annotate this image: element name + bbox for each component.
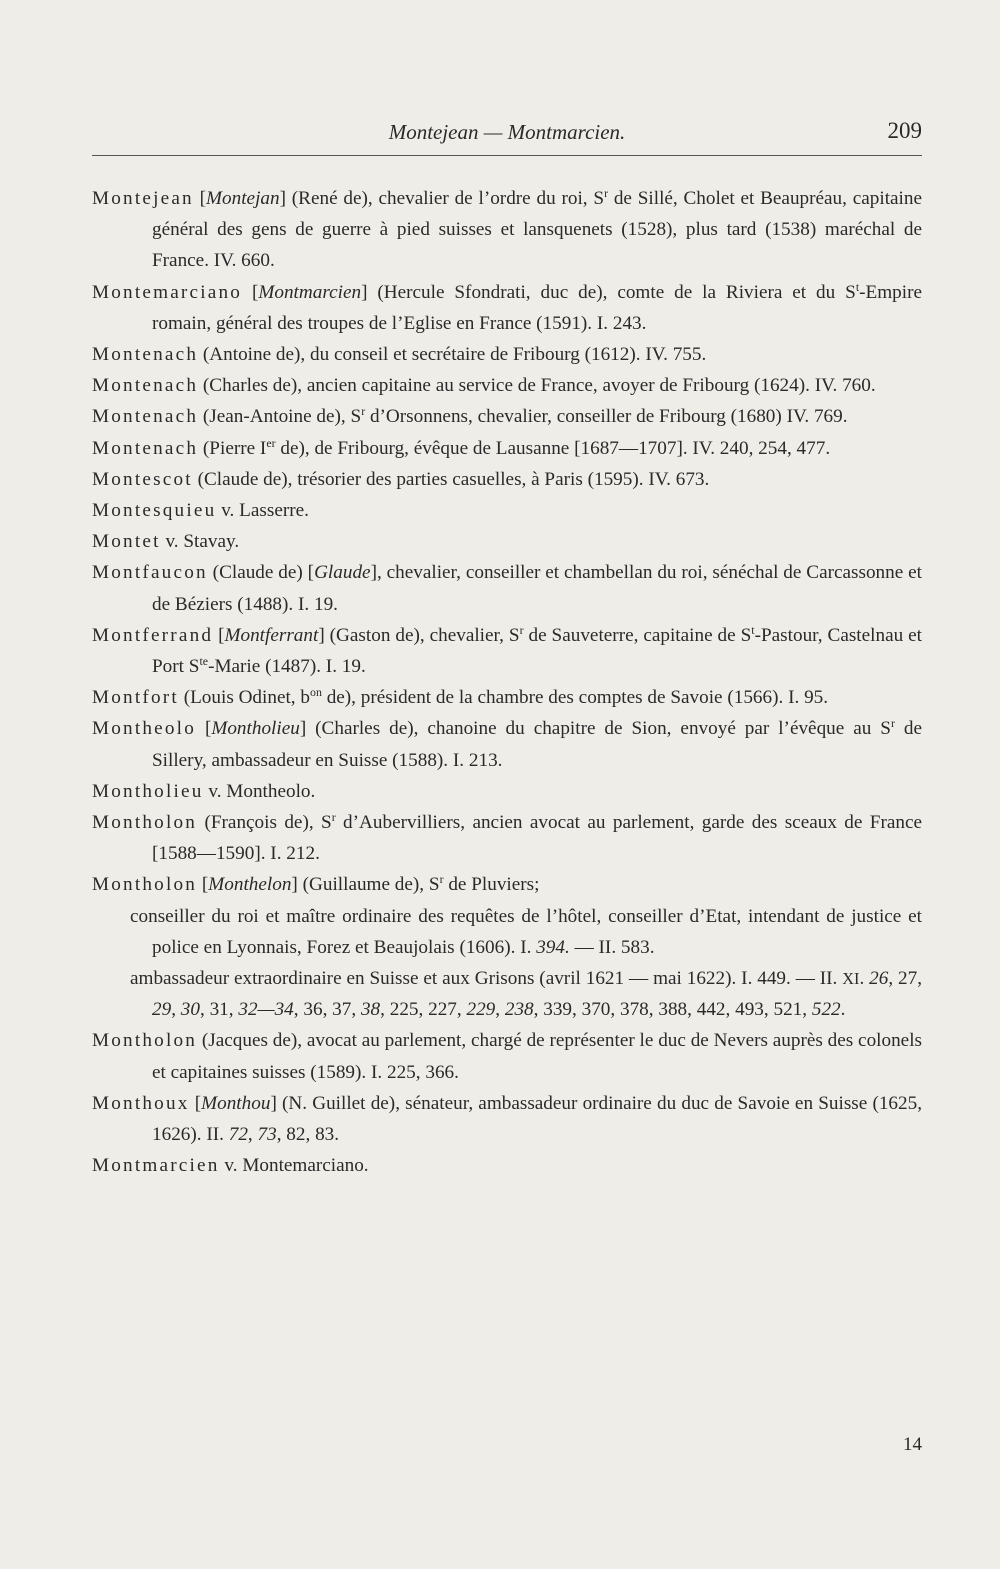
index-subentry: ambassadeur extraordinaire en Suisse et aux Grisons (avril 1621 — mai 1622). I. 449. — II. XI. 26, 27, 29, 30, 31, 32—34, 36, 37, 38, 225, 227, 229, 238, 339, 370, 378, 388, 442, 493, 521, 522. <box>130 968 923 1021</box>
index-entry: Montholon (Jacques de), avocat au parlement, chargé de représenter le duc de Nevers auprès des colonels et capitaines suisses (1589). I. 225, 366. <box>92 1030 922 1083</box>
index-entry: Monthoux [Monthou] (N. Guillet de), sénateur, ambassadeur ordinaire du duc de Savoie en Suisse (1625, 1626). II. 72, 73, 82, 83. <box>92 1092 923 1146</box>
index-entry: Montesquieu v. Lasserre. <box>92 500 309 522</box>
index-entry: Montenach (Charles de), ancien capitaine au service de France, avoyer de Fribourg (1624). IV. 760. <box>92 375 876 397</box>
index-entry: Montet v. Stavay. <box>92 531 240 553</box>
index-entry: Montholon [Monthelon] (Guillaume de), $S^r$ de Pluviers; <box>92 872 540 896</box>
signature-mark: 14 <box>903 1434 922 1455</box>
index-entry: Montholieu v. Montheolo. <box>92 780 316 802</box>
index-entries <box>92 183 922 1182</box>
index-entry: Montemarciano [Montmarcien] (Hercule Sfondrati, duc de), comte de la Riviera et du $S^t$-Empire romain, général des troupes de l’Eglise en France (1591). I. 243. <box>92 279 923 334</box>
index-entry: Montfaucon (Claude de) [Glaude], chevalier, conseiller et chambellan du roi, sénéchal de Carcassonne et de Béziers (1488). I. 19. <box>92 562 922 615</box>
index-entry: Montenach (Jean-Antoine de), $S^r$ d’Orsonnens, chevalier, conseiller de Fribourg (1680) IV. 769. <box>92 404 848 428</box>
index-entry: Montescot (Claude de), trésorier des parties casuelles, à Paris (1595). IV. 673. <box>92 468 710 490</box>
index-entry: Montferrand [Montferrant] (Gaston de), chevalier, $S^r$ de Sauveterre, capitaine de $S^t$-Pastour, Castelnau et Port $S^{te}$-Marie (1487). I. 19. <box>92 622 922 678</box>
index-entry: Montheolo [Montholieu] (Charles de), chanoine du chapitre de Sion, envoyé par l’évêque au $S^r$ de Sillery, ambassadeur en Suisse (1588). I. 213. <box>92 716 922 771</box>
header-rule <box>92 155 922 156</box>
index-entry: Montmarcien v. Montemarciano. <box>92 1155 369 1177</box>
index-subentry: conseiller du roi et maître ordinaire des requêtes de l’hôtel, conseiller d’Etat, intendant de justice et police en Lyonnais, Forez et Beaujolais (1606). I. 394. — II. 583. <box>130 905 922 958</box>
index-entry: Montenach (Antoine de), du conseil et secrétaire de Fribourg (1612). IV. 755. <box>92 344 707 366</box>
running-title: Montejean — Montmarcien. <box>388 120 626 144</box>
index-entry: Montenach (Pierre Ier de), de Fribourg, évêque de Lausanne [1687—1707]. IV. 240, 254, 477. <box>92 435 831 459</box>
index-entry: Montejean [Montejan] (René de), chevalier de l’ordre du roi, $S^r$ de Sillé, Cholet et Beaupréau, capitaine général des gens de guerre à pied suisses et lansquenets (1528), plus tard (1538) maréchal de France. IV. 660. <box>92 185 922 272</box>
index-entry: Montfort (Louis Odinet, $b^{on}$ de), président de la chambre des comptes de Savoie (1566). I. 95. <box>92 685 829 709</box>
index-entry: Montholon (François de), $S^r$ d’Aubervilliers, ancien avocat au parlement, garde des sceaux de France [1588—1590]. I. 212. <box>92 809 922 865</box>
running-header <box>92 118 922 152</box>
page-number: 209 <box>887 118 922 143</box>
